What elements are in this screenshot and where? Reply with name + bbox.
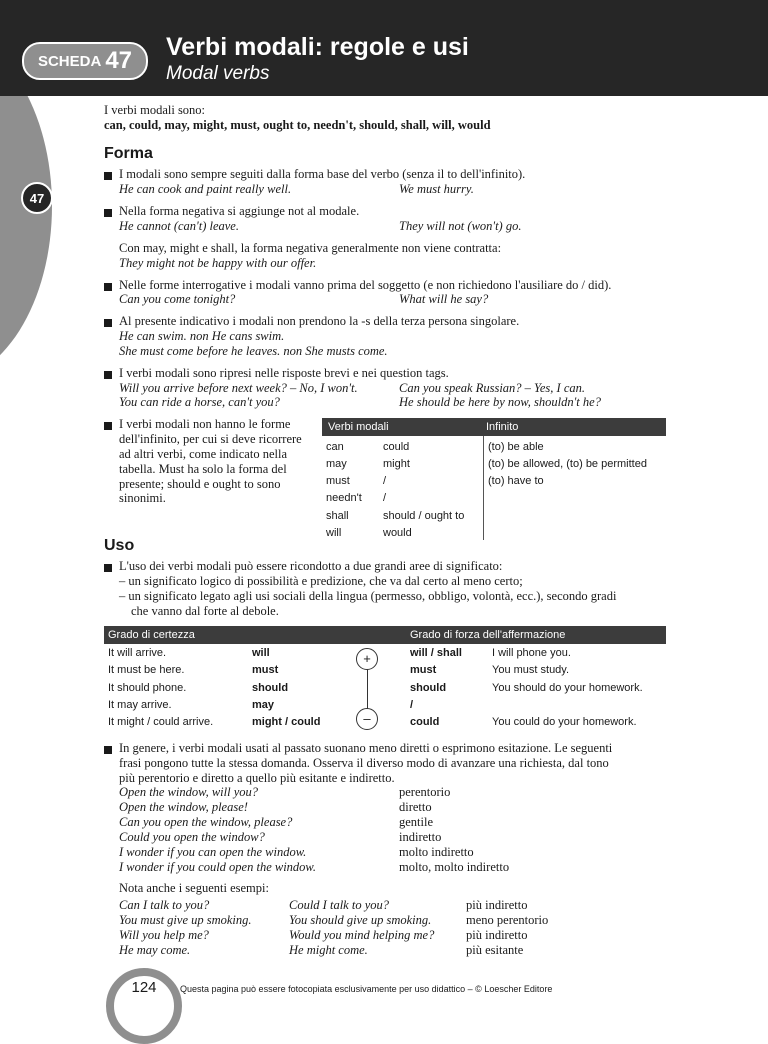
- rule-6-line: sinonimi.: [119, 491, 166, 505]
- scheda-label: SCHEDA: [37, 52, 102, 70]
- table-header-modals: Verbi modali: [328, 421, 389, 433]
- table-cell: would: [383, 527, 412, 539]
- past-text-1: In genere, i verbi modali usati al passato suonano meno diretti o esprimono esitazione. Le seguenti: [119, 741, 613, 755]
- rule-6-line: I verbi modali non hanno le forme: [119, 417, 291, 431]
- scheda-badge: [22, 42, 148, 80]
- note-example: Can I talk to you?: [119, 898, 210, 912]
- table-cell: can: [326, 441, 344, 453]
- rule-3-example-1: Can you come tonight?: [119, 292, 236, 306]
- past-text-3: più perentorio e diretto a quello più esitante e indiretto.: [119, 771, 395, 785]
- certainty-modal: may: [252, 699, 275, 711]
- force-example: You must study.: [492, 664, 570, 676]
- table-cell: shall: [326, 510, 349, 522]
- table-cell: must: [326, 475, 350, 487]
- tone-label: indiretto: [399, 830, 442, 844]
- bullet-icon: [104, 371, 112, 379]
- degrees-table-header: [104, 626, 666, 644]
- certainty-modal: must: [252, 664, 279, 676]
- note-example-alt: You should give up smoking.: [289, 913, 432, 927]
- uso-dash-2b: che vanno dal forte al debole.: [131, 604, 279, 618]
- note-label: più esitante: [466, 943, 524, 957]
- plus-icon: +: [356, 648, 378, 670]
- table-cell: (to) have to: [488, 475, 544, 487]
- bullet-icon: [104, 283, 112, 291]
- bullet-icon: [104, 564, 112, 572]
- certainty-modal: will: [252, 647, 270, 659]
- table-header-infinito: Infinito: [486, 421, 519, 433]
- header-certezza: Grado di certezza: [108, 629, 195, 641]
- modal-list: can, could, may, might, must, ought to, needn't, should, shall, will, would: [104, 118, 491, 132]
- certainty-example: It may arrive.: [108, 699, 172, 711]
- note-label: più indiretto: [466, 898, 528, 912]
- certainty-modal: should: [252, 682, 289, 694]
- table-divider: [483, 436, 484, 540]
- footer-text: Questa pagina può essere fotocopiata esclusivamente per uso didattico – © Loescher Editore: [180, 984, 553, 994]
- force-modal: should: [410, 682, 447, 694]
- table-cell: might: [383, 458, 410, 470]
- uso-dash-2a: – un significato legato agli usi sociali della lingua (permesso, obbligo, volontà, ecc.), secondo gradi: [119, 589, 617, 603]
- table-cell: /: [383, 475, 387, 487]
- rule-3: Nelle forme interrogative i modali vanno prima del soggetto (e non richiedono l'ausiliare do / did).: [119, 278, 612, 292]
- intro-line: I verbi modali sono:: [104, 103, 206, 117]
- note-label: meno perentorio: [466, 913, 549, 927]
- rule-5-example-2a: You can ride a horse, can't you?: [119, 395, 280, 409]
- rule-5-example-1b: Can you speak Russian? – Yes, I can.: [399, 381, 585, 395]
- table-cell: should / ought to: [383, 510, 465, 522]
- request-example: Can you open the window, please?: [119, 815, 293, 829]
- force-modal: /: [410, 699, 414, 711]
- rule-2-note: Con may, might e shall, la forma negativa generalmente non viene contratta:: [119, 241, 502, 255]
- forma-heading: Forma: [104, 145, 153, 162]
- page-subtitle: Modal verbs: [166, 63, 270, 84]
- bullet-icon: [104, 209, 112, 217]
- certainty-example: It must be here.: [108, 664, 185, 676]
- force-modal: will / shall: [410, 647, 462, 659]
- force-modal: could: [410, 716, 440, 728]
- force-example: I will phone you.: [492, 647, 571, 659]
- note-example: You must give up smoking.: [119, 913, 252, 927]
- page-title: Verbi modali: regole e usi: [166, 33, 469, 61]
- table-cell: /: [383, 492, 387, 504]
- rule-6-line: presente; should e ought to sono: [119, 477, 281, 491]
- rule-1-example-1: He can cook and paint really well.: [119, 182, 292, 196]
- note-label: più indiretto: [466, 928, 528, 942]
- tone-label: gentile: [399, 815, 434, 829]
- page-number: 124: [131, 979, 157, 996]
- rule-1: I modali sono sempre seguiti dalla forma base del verbo (senza il to dell'infinito).: [119, 167, 526, 181]
- modals-table-header: [322, 418, 666, 436]
- note-example-alt: Could I talk to you?: [289, 898, 389, 912]
- rule-2-note-example: They might not be happy with our offer.: [119, 256, 317, 270]
- rule-6-line: tabella. Must ha solo la forma del: [119, 462, 287, 476]
- certainty-example: It should phone.: [108, 682, 187, 694]
- request-example: I wonder if you could open the window.: [119, 860, 316, 874]
- tone-label: perentorio: [399, 785, 451, 799]
- side-number-badge: 47: [21, 182, 53, 214]
- bullet-icon: [104, 746, 112, 754]
- uso-text: L'uso dei verbi modali può essere ricondotto a due grandi aree di significato:: [119, 559, 503, 573]
- certainty-modal: might / could: [252, 716, 321, 728]
- header-forza: Grado di forza dell'affermazione: [410, 629, 566, 641]
- table-cell: will: [326, 527, 342, 539]
- note-example: He may come.: [119, 943, 191, 957]
- table-cell: needn't: [326, 492, 362, 504]
- nota-line: Nota anche i seguenti esempi:: [119, 881, 269, 895]
- rule-3-example-2: What will he say?: [399, 292, 489, 306]
- tone-label: molto, molto indiretto: [399, 860, 510, 874]
- note-example-alt: He might come.: [289, 943, 368, 957]
- rule-2: Nella forma negativa si aggiunge not al modale.: [119, 204, 360, 218]
- bullet-icon: [104, 172, 112, 180]
- tone-label: diretto: [399, 800, 432, 814]
- minus-icon: –: [356, 708, 378, 730]
- rule-4-example-1: He can swim. non He cans swim.: [119, 329, 285, 343]
- force-example: You should do your homework.: [492, 682, 643, 694]
- rule-4-example-2: She must come before he leaves. non She musts come.: [119, 344, 388, 358]
- rule-5-example-2b: He should be here by now, shouldn't he?: [399, 395, 601, 409]
- bullet-icon: [104, 422, 112, 430]
- force-example: You could do your homework.: [492, 716, 637, 728]
- rule-2-example-2: They will not (won't) go.: [399, 219, 522, 233]
- certainty-example: It will arrive.: [108, 647, 167, 659]
- rule-2-example-1: He cannot (can't) leave.: [119, 219, 239, 233]
- tone-label: molto indiretto: [399, 845, 474, 859]
- certainty-example: It might / could arrive.: [108, 716, 214, 728]
- uso-dash-1: – un significato logico di possibilità e predizione, che va dal certo al meno certo;: [119, 574, 523, 588]
- table-cell: (to) be allowed, (to) be permitted: [488, 458, 647, 470]
- request-example: I wonder if you can open the window.: [119, 845, 307, 859]
- request-example: Open the window, please!: [119, 800, 248, 814]
- note-example-alt: Would you mind helping me?: [289, 928, 435, 942]
- table-cell: (to) be able: [488, 441, 544, 453]
- rule-6-line: dell'infinito, per cui si deve ricorrere: [119, 432, 302, 446]
- request-example: Could you open the window?: [119, 830, 265, 844]
- request-example: Open the window, will you?: [119, 785, 258, 799]
- scheda-number: 47: [105, 47, 133, 74]
- rule-6-line: ad altri verbi, come indicato nella: [119, 447, 287, 461]
- table-cell: may: [326, 458, 347, 470]
- note-example: Will you help me?: [119, 928, 209, 942]
- past-text-2: frasi pongono tutte la stessa domanda. Osserva il diverso modo di avanzare una richiesta, dal tono: [119, 756, 609, 770]
- uso-heading: Uso: [104, 537, 135, 554]
- rule-1-example-2: We must hurry.: [399, 182, 474, 196]
- rule-5: I verbi modali sono ripresi nelle risposte brevi e nei question tags.: [119, 366, 449, 380]
- rule-5-example-1a: Will you arrive before next week? – No, I won't.: [119, 381, 358, 395]
- bullet-icon: [104, 319, 112, 327]
- rule-4: Al presente indicativo i modali non prendono la -s della terza persona singolare.: [119, 314, 520, 328]
- force-modal: must: [410, 664, 437, 676]
- table-cell: could: [383, 441, 410, 453]
